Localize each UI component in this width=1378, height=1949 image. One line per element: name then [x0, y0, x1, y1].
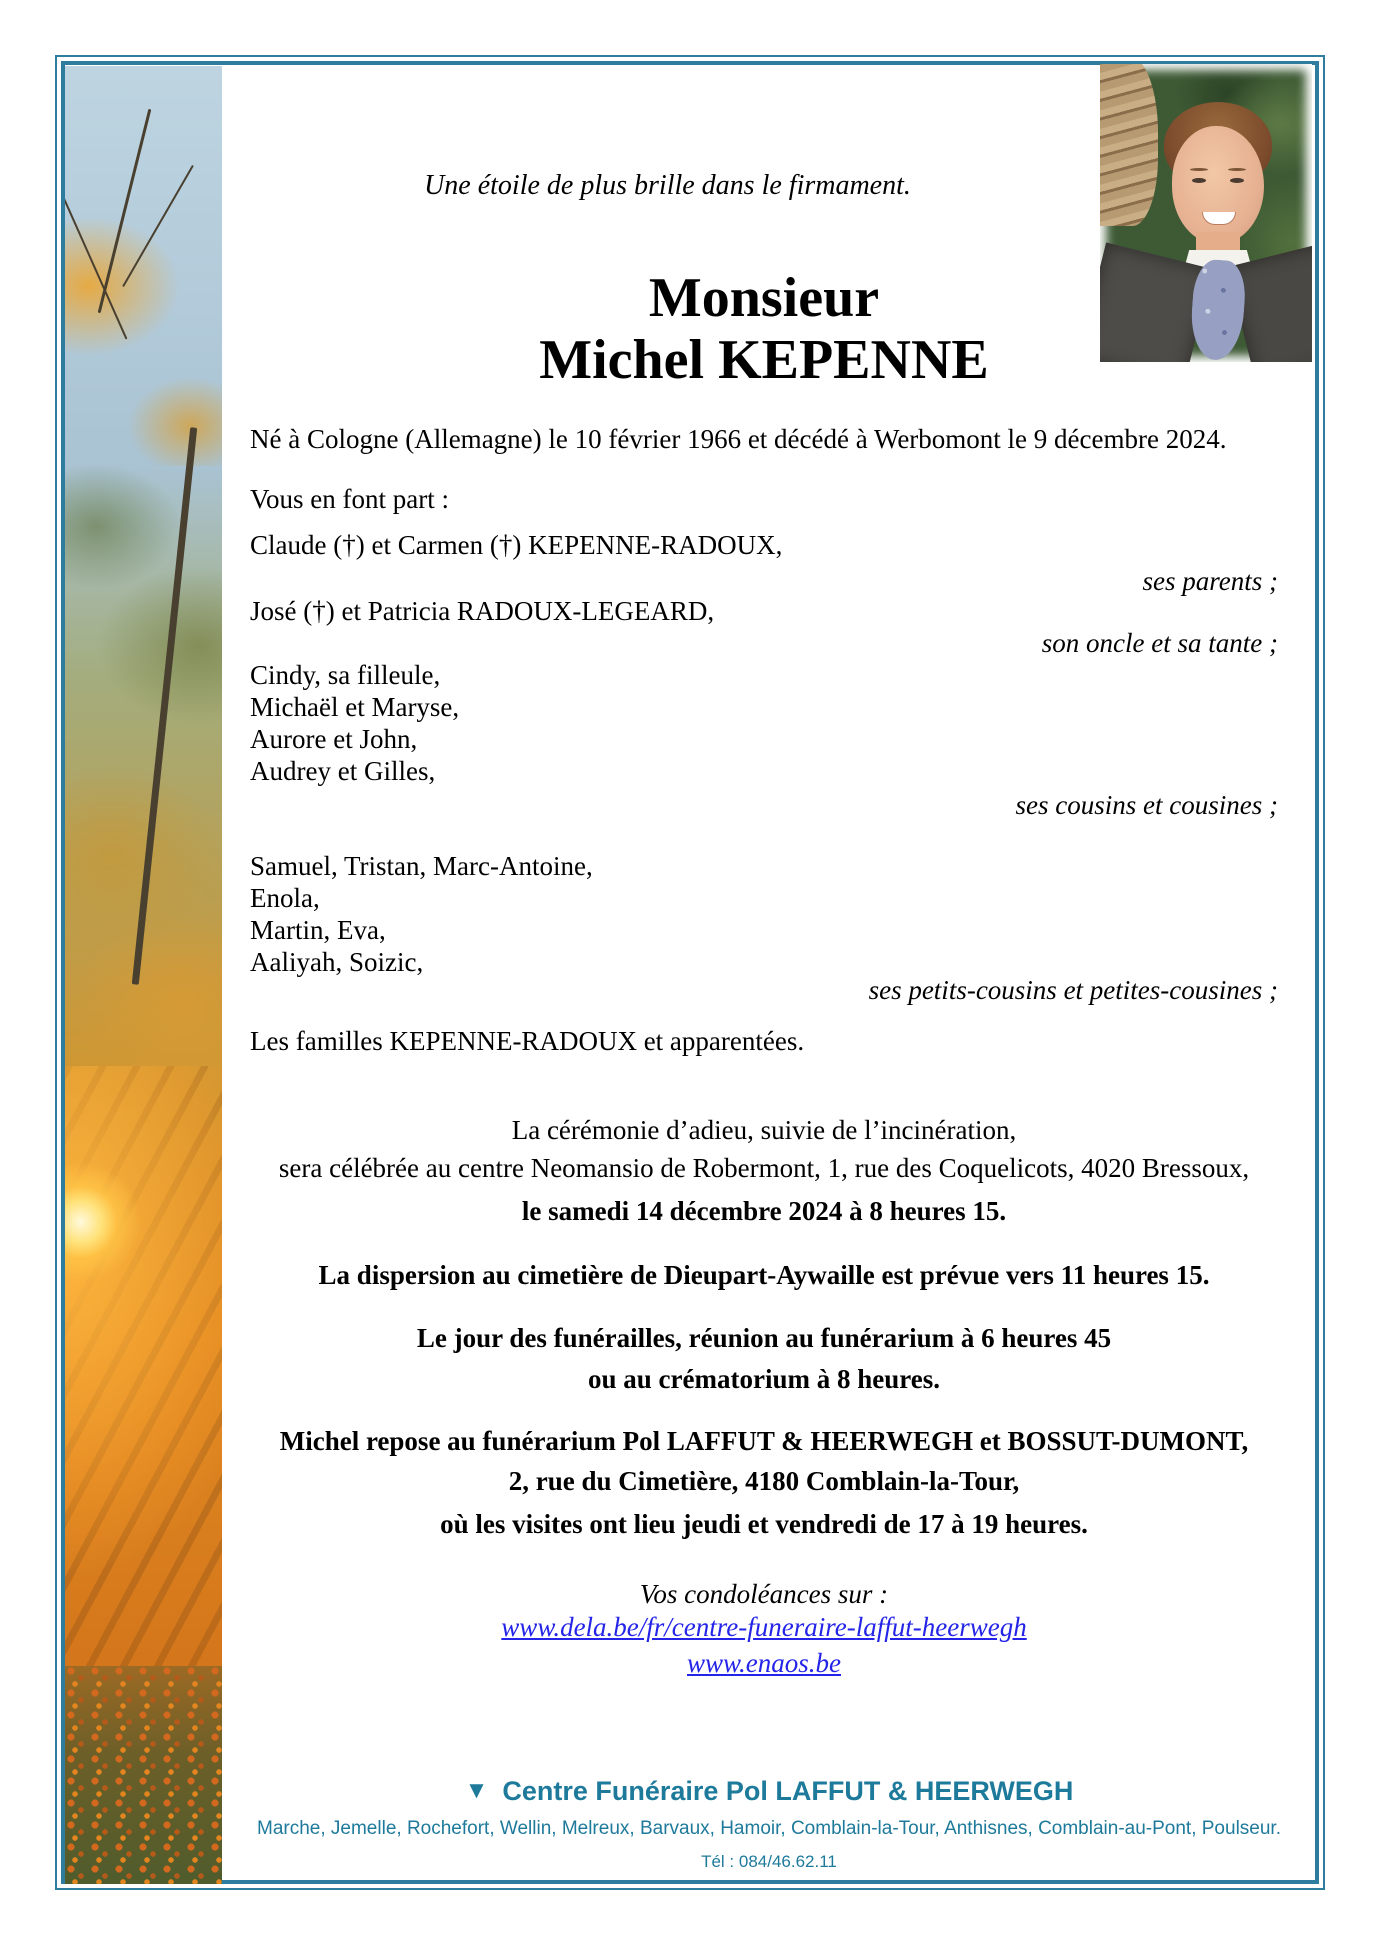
family-names: Michaël et Maryse,: [250, 692, 460, 722]
families-line: Les familles KEPENNE-RADOUX et apparentées.: [250, 1026, 805, 1056]
funeral-home-phone: Tél : 084/46.62.11: [701, 1852, 837, 1871]
ceremony-line: La cérémonie d’adieu, suivie de l’incinération,: [511, 1115, 1017, 1145]
ceremony-date-line: le samedi 14 décembre 2024 à 8 heures 15.: [521, 1196, 1007, 1226]
photo-foliage-region: [65, 466, 222, 1066]
family-relation: son oncle et sa tante ;: [1041, 628, 1278, 658]
family-names: Enola,: [250, 883, 320, 913]
funeral-home-brand: Centre Funéraire Pol LAFFUT & HEERWEGH: [502, 1776, 1074, 1806]
autumn-tree-photo: [65, 66, 222, 1884]
family-relation: ses parents ;: [1142, 566, 1278, 596]
portrait-brow: [1190, 168, 1208, 171]
family-relation: ses petits-cousins et petites-cousines ;: [868, 975, 1278, 1005]
portrait-brow: [1228, 168, 1246, 171]
ceremony-line: sera célébrée au centre Neomansio de Robermont, 1, rue des Coquelicots, 4020 Bressoux,: [278, 1153, 1250, 1183]
deceased-name: Michel KEPENNE: [539, 329, 989, 391]
family-names: Claude (†) et Carmen (†) KEPENNE-RADOUX,: [250, 530, 783, 560]
portrait-eye: [1230, 178, 1244, 183]
portrait-face: [1172, 126, 1264, 244]
repose-line: où les visites ont lieu jeudi et vendredi de 17 à 19 heures.: [440, 1509, 1088, 1539]
family-relation: ses cousins et cousines ;: [1015, 790, 1278, 820]
dispersion-line: La dispersion au cimetière de Dieupart-Aywaille est prévue vers 11 heures 15.: [318, 1260, 1210, 1290]
family-names: Audrey et Gilles,: [250, 756, 436, 786]
condolences-label: Vos condoléances sur :: [639, 1579, 889, 1609]
deceased-salutation: Monsieur: [648, 267, 880, 329]
down-triangle-icon: ▼: [464, 1777, 489, 1804]
funeral-day-line: Le jour des funérailles, réunion au funérarium à 6 heures 45: [416, 1323, 1112, 1353]
birth-death-line: Né à Cologne (Allemagne) le 10 février 1966 et décédé à Werbomont le 9 décembre 2024.: [250, 424, 1227, 454]
funeral-home-cities: Marche, Jemelle, Rochefort, Wellin, Melreux, Barvaux, Hamoir, Comblain-la-Tour, Anthisnes, Comblain-au-Pont, Poulseur.: [257, 1818, 1281, 1839]
condolences-link-dela[interactable]: www.dela.be/fr/centre-funeraire-laffut-heerwegh: [501, 1612, 1027, 1642]
family-names: Cindy, sa filleule,: [250, 660, 441, 690]
funeral-day-line: ou au crématorium à 8 heures.: [588, 1364, 940, 1394]
photo-leafy-ground-region: [65, 1666, 222, 1884]
condolences-link-enaos[interactable]: www.enaos.be: [687, 1648, 841, 1678]
portrait-eye: [1192, 178, 1206, 183]
family-names: Aurore et John,: [250, 724, 418, 754]
repose-line: 2, rue du Cimetière, 4180 Comblain-la-Tour,: [508, 1466, 1020, 1496]
announce-label: Vous en font part :: [250, 484, 449, 514]
funeral-home-brand-row: [230, 1776, 1308, 1807]
photo-sunburst-region: [65, 1066, 222, 1666]
repose-line: Michel repose au funérarium Pol LAFFUT & HEERWEGH et BOSSUT-DUMONT,: [279, 1426, 1249, 1456]
family-names: Samuel, Tristan, Marc-Antoine,: [250, 851, 593, 881]
portrait-tree-trunk: [1100, 64, 1158, 226]
family-names: Martin, Eva,: [250, 915, 386, 945]
portrait-smile: [1202, 212, 1236, 225]
family-names: José (†) et Patricia RADOUX-LEGEARD,: [250, 596, 715, 626]
family-names: Aaliyah, Soizic,: [250, 947, 424, 977]
epigraph: Une étoile de plus brille dans le firmament.: [424, 170, 911, 201]
